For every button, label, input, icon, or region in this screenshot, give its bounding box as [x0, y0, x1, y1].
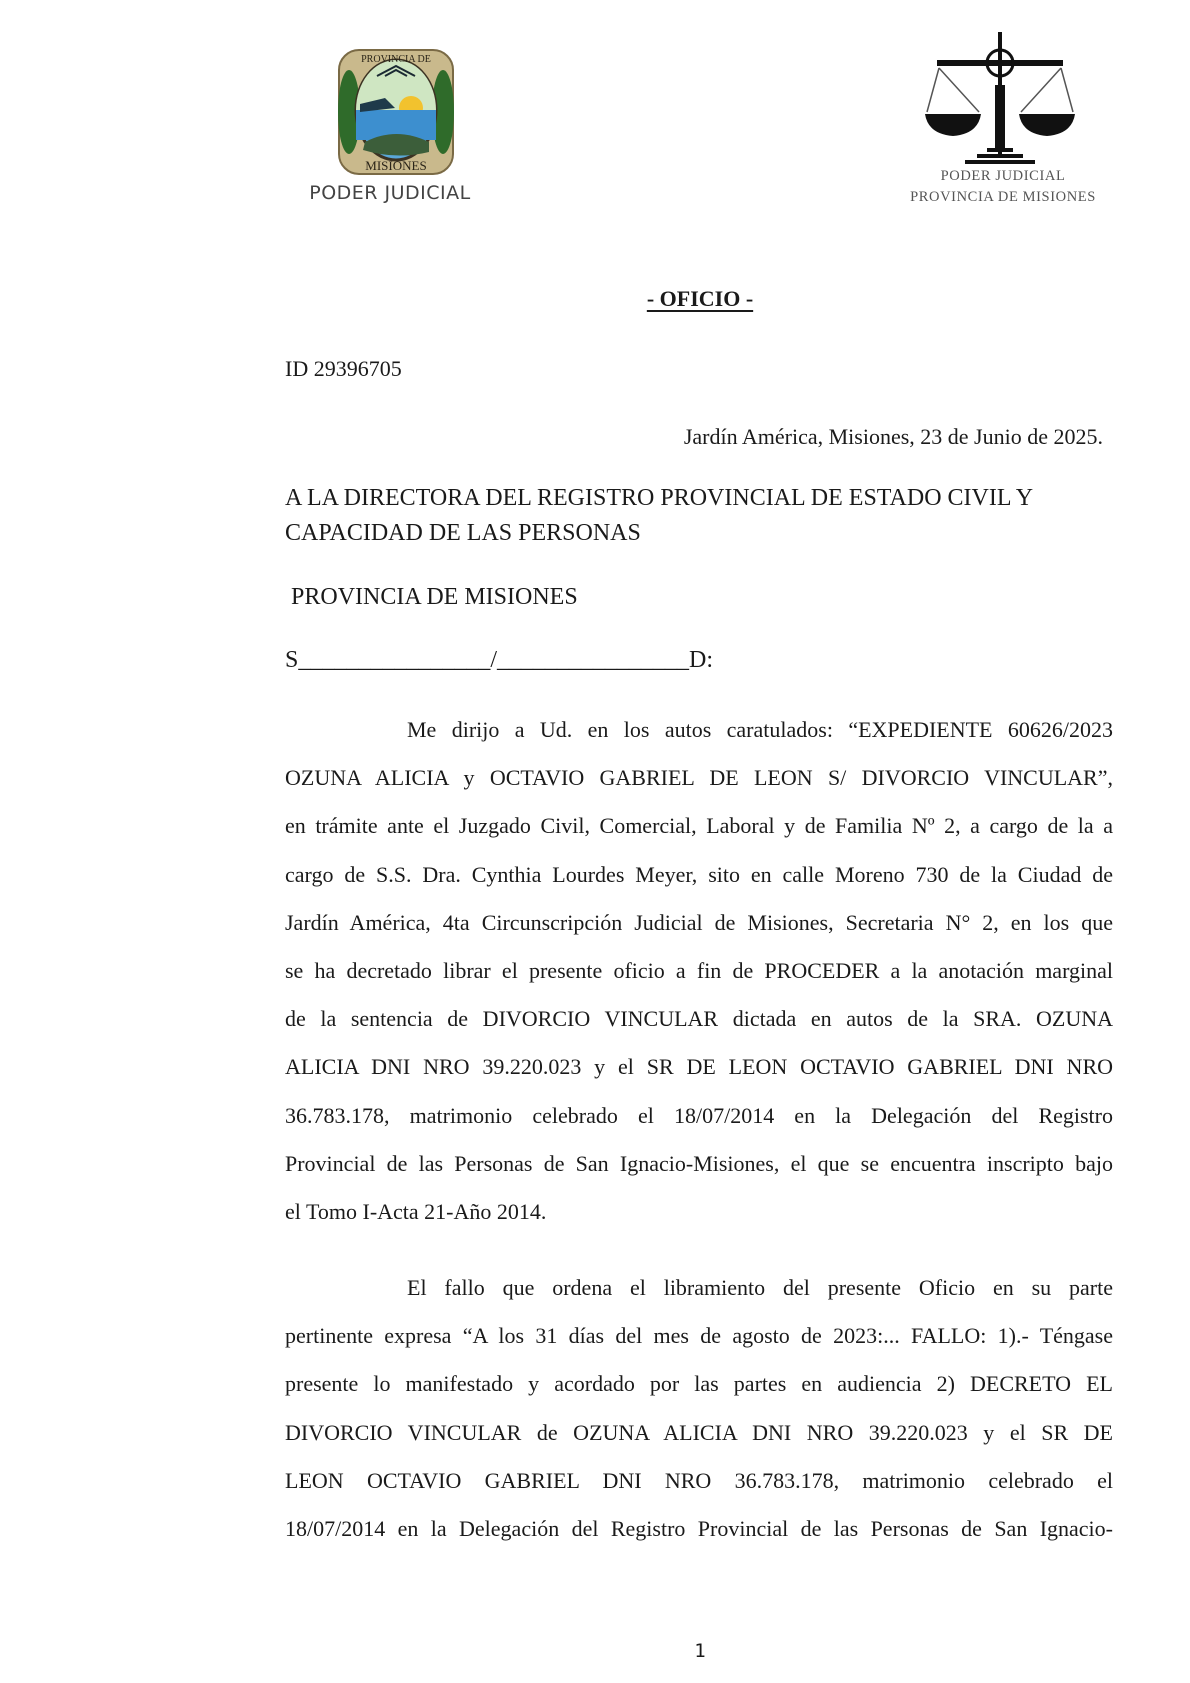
paragraph-line: cargo de S.S. Dra. Cynthia Lourdes Meyer, sito en calle Moreno 730 de la Ciudad de	[285, 861, 1113, 887]
paragraph-line: OZUNA ALICIA y OCTAVIO GABRIEL DE LEON S/ DIVORCIO VINCULAR”,	[285, 765, 1113, 791]
addressee-province: PROVINCIA DE MISIONES	[291, 584, 578, 610]
svg-text:PROVINCIA DE: PROVINCIA DE	[361, 54, 431, 65]
svg-text:MISIONES: MISIONES	[365, 158, 427, 173]
body-paragraph-2	[285, 1264, 1113, 1553]
place-and-date: Jardín América, Misiones, 23 de Junio de 2025.	[683, 424, 1103, 449]
paragraph-line: presente lo manifestado y acordado por las partes en audiencia 2) DECRETO EL	[285, 1371, 1113, 1397]
scales-of-justice-icon	[925, 30, 1075, 165]
right-logo-caption-line2: PROVINCIA DE MISIONES	[910, 189, 1096, 205]
paragraph-line: en trámite ante el Juzgado Civil, Comercial, Laboral y de Familia Nº 2, a cargo de la a	[285, 813, 1113, 839]
right-logo-caption-line1: PODER JUDICIAL	[940, 168, 1066, 184]
addressee-line: A LA DIRECTORA DEL REGISTRO PROVINCIAL DE ESTADO CIVIL Y	[285, 485, 1034, 511]
paragraph-line: pertinente expresa “A los 31 días del mes de agosto de 2023:... FALLO: 1).- Téngase	[285, 1323, 1113, 1349]
paragraph-line: ALICIA DNI NRO 39.220.023 y el SR DE LEON OCTAVIO GABRIEL DNI NRO	[285, 1054, 1113, 1080]
paragraph-line: de la sentencia de DIVORCIO VINCULAR dictada en autos de la SRA. OZUNA	[285, 1006, 1113, 1032]
paragraph-line: Provincial de las Personas de San Ignacio-Misiones, el que se encuentra inscripto bajo	[285, 1150, 1113, 1176]
paragraph-line: se ha decretado librar el presente oficio a fin de PROCEDER a la anotación marginal	[285, 957, 1113, 983]
left-logo-caption: PODER JUDICIAL	[309, 182, 471, 204]
paragraph-line: DIVORCIO VINCULAR de OZUNA ALICIA DNI NRO 39.220.023 y el SR DE	[285, 1419, 1113, 1445]
paragraph-line: El fallo que ordena el libramiento del presente Oficio en su parte	[407, 1275, 1113, 1300]
paragraph-line: Me dirijo a Ud. en los autos caratulados: “EXPEDIENTE 60626/2023	[407, 717, 1113, 742]
body-paragraph-1	[285, 706, 1113, 1236]
paragraph-line: LEON OCTAVIO GABRIEL DNI NRO 36.783.178, matrimonio celebrado el	[285, 1467, 1113, 1493]
document-id: ID 29396705	[285, 356, 402, 381]
document-title: - OFICIO -	[646, 286, 754, 311]
paragraph-line: Jardín América, 4ta Circunscripción Judicial de Misiones, Secretaria N° 2, en los que	[285, 909, 1113, 935]
paragraph-line: 36.783.178, matrimonio celebrado el 18/07/2014 en la Delegación del Registro	[285, 1102, 1113, 1128]
paragraph-line: el Tomo I-Acta 21-Año 2014.	[285, 1198, 547, 1224]
addressee-line: CAPACIDAD DE LAS PERSONAS	[285, 520, 641, 546]
paragraph-line: 18/07/2014 en la Delegación del Registro Provincial de las Personas de San Ignacio-	[285, 1515, 1113, 1541]
misiones-province-crest-icon	[335, 42, 457, 178]
salutation: S________________/________________D:	[285, 647, 714, 673]
page-number: 1	[694, 1640, 706, 1662]
